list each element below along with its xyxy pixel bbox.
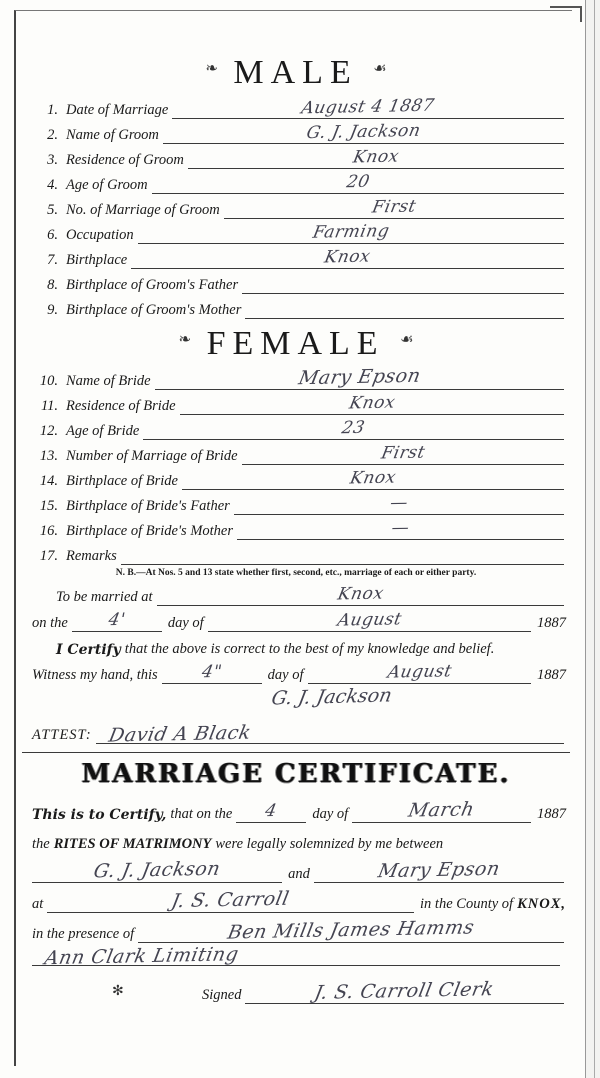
attest-line bbox=[22, 718, 570, 747]
row-label: Birthplace of Groom's Father bbox=[66, 277, 239, 293]
officiant-county-line bbox=[22, 883, 570, 913]
row-number: 12. bbox=[39, 423, 58, 439]
certificate-banner: MARRIAGE CERTIFICATE. bbox=[81, 759, 511, 789]
row-number: 6. bbox=[47, 227, 58, 243]
row-value bbox=[120, 558, 565, 567]
witness-label: Witness my hand, this bbox=[32, 667, 158, 683]
row-number: 1. bbox=[47, 102, 58, 118]
row-label: Remarks bbox=[66, 548, 117, 564]
signed-value: J. S. Carroll Clerk bbox=[313, 978, 497, 1004]
cert-day-value: 4 bbox=[263, 800, 279, 822]
this-is-to-certify-label: This is to Certify, bbox=[32, 807, 167, 823]
row-value bbox=[245, 314, 565, 321]
form-note: N. B.—At Nos. 5 and 13 state whether first, second, etc., marriage of each or either party. bbox=[115, 568, 477, 578]
row-field[interactable] bbox=[131, 246, 564, 269]
row-value: Knox bbox=[347, 392, 397, 414]
cert-day-field[interactable] bbox=[236, 800, 306, 823]
to-be-married-label: To be married at bbox=[56, 589, 153, 605]
groom-signature: G. J. Jackson bbox=[269, 684, 394, 710]
groom-name-field[interactable] bbox=[32, 857, 282, 883]
row-label: Residence of Bride bbox=[66, 398, 176, 414]
day-value: 4' bbox=[106, 609, 128, 631]
row-number: 2. bbox=[47, 127, 58, 143]
row-number: 5. bbox=[47, 202, 58, 218]
attest-field[interactable] bbox=[96, 721, 564, 747]
form-row bbox=[22, 269, 570, 294]
row-value: Knox bbox=[322, 246, 373, 268]
cert-month-field[interactable] bbox=[352, 798, 531, 823]
row-field[interactable] bbox=[242, 275, 564, 294]
row-field[interactable] bbox=[172, 95, 564, 119]
row-value: First bbox=[370, 196, 418, 218]
cert-day-of-label: day of bbox=[312, 806, 349, 822]
witness-2-field[interactable] bbox=[32, 943, 560, 970]
row-field[interactable] bbox=[152, 171, 564, 194]
rites-prefix: the bbox=[32, 836, 50, 852]
female-section-heading bbox=[22, 325, 570, 363]
to-be-married-place-value: Knox bbox=[335, 583, 386, 605]
form-row bbox=[22, 440, 570, 465]
rites-emphasis: RITES OF MATRIMONY bbox=[53, 836, 212, 852]
row-label: Birthplace of Bride's Father bbox=[66, 498, 230, 514]
on-the-label: on the bbox=[32, 615, 68, 631]
row-number: 13. bbox=[39, 448, 58, 464]
attest-label: ATTEST: bbox=[32, 727, 92, 743]
officiant-field[interactable] bbox=[47, 887, 414, 913]
attest-signature: David A Black bbox=[106, 721, 253, 747]
row-label: Birthplace of Bride's Mother bbox=[66, 523, 234, 539]
witness-month-value: August bbox=[385, 661, 454, 683]
row-value: First bbox=[379, 442, 427, 464]
flourish-right-icon: ☙ bbox=[373, 61, 387, 77]
form-row bbox=[22, 540, 570, 565]
signed-field[interactable] bbox=[245, 978, 564, 1004]
row-value: — bbox=[389, 517, 412, 539]
row-field[interactable] bbox=[188, 146, 564, 169]
form-row bbox=[22, 244, 570, 269]
to-be-married-place-field[interactable] bbox=[157, 583, 564, 606]
row-value: Farming bbox=[310, 221, 391, 243]
flourish-left-icon: ❧ bbox=[205, 61, 218, 77]
row-field[interactable] bbox=[224, 196, 564, 219]
certificate-date-line bbox=[22, 797, 570, 823]
witness-day-field[interactable] bbox=[162, 661, 262, 684]
row-field[interactable] bbox=[180, 392, 564, 415]
form-row bbox=[22, 194, 570, 219]
couple-line bbox=[22, 853, 570, 883]
county-label: in the County of bbox=[420, 896, 514, 912]
row-value: 20 bbox=[344, 171, 372, 193]
row-field[interactable] bbox=[121, 546, 564, 565]
form-row bbox=[22, 465, 570, 490]
male-section-heading bbox=[22, 54, 570, 92]
day-field[interactable] bbox=[72, 609, 162, 632]
row-value: Knox bbox=[348, 467, 398, 489]
witness-1-value: Ben Mills James Hamms bbox=[225, 916, 477, 944]
cert-month-value: March bbox=[406, 798, 477, 822]
row-label: Date of Marriage bbox=[66, 102, 169, 118]
county-value: KNOX, bbox=[517, 896, 566, 912]
form-row bbox=[22, 365, 570, 390]
row-field[interactable] bbox=[245, 300, 564, 319]
row-label: Name of Groom bbox=[66, 127, 159, 143]
row-number: 16. bbox=[39, 523, 58, 539]
cert-year-value: 1887 bbox=[537, 806, 566, 822]
form-row bbox=[22, 119, 570, 144]
row-label: Birthplace of Bride bbox=[66, 473, 178, 489]
row-value: August 4 1887 bbox=[299, 95, 437, 119]
month-field[interactable] bbox=[208, 609, 531, 632]
row-label: Number of Marriage of Bride bbox=[66, 448, 238, 464]
witness-month-field[interactable] bbox=[308, 661, 531, 684]
signed-label: Signed bbox=[202, 987, 242, 1003]
row-label: Residence of Groom bbox=[66, 152, 184, 168]
presence-label: in the presence of bbox=[32, 926, 135, 942]
row-number: 7. bbox=[47, 252, 58, 268]
form-row bbox=[22, 94, 570, 119]
form-row bbox=[22, 515, 570, 540]
row-number: 8. bbox=[47, 277, 58, 293]
row-field[interactable] bbox=[143, 417, 564, 440]
row-value: Knox bbox=[351, 146, 401, 168]
row-field[interactable] bbox=[138, 221, 564, 244]
row-number: 15. bbox=[39, 498, 58, 514]
page-edge bbox=[585, 0, 600, 1078]
day-of-label: day of bbox=[167, 615, 204, 631]
year-value: 1887 bbox=[537, 615, 566, 631]
certify-line bbox=[22, 632, 570, 658]
and-label: and bbox=[288, 866, 310, 882]
form-body bbox=[22, 14, 570, 1064]
form-row bbox=[22, 144, 570, 169]
rites-line bbox=[22, 823, 570, 853]
row-number: 10. bbox=[39, 373, 58, 389]
section-divider bbox=[22, 752, 570, 753]
rites-rest: were legally solemnized by me between bbox=[215, 836, 444, 852]
form-row bbox=[22, 490, 570, 515]
asterisk-icon: ✻ bbox=[112, 984, 124, 999]
row-label: Name of Bride bbox=[66, 373, 151, 389]
form-row bbox=[22, 415, 570, 440]
row-field[interactable] bbox=[182, 467, 564, 490]
row-field[interactable] bbox=[234, 492, 564, 515]
bride-name-field[interactable] bbox=[314, 857, 564, 883]
flourish-right-icon: ☙ bbox=[400, 332, 414, 348]
female-heading-text: FEMALE bbox=[206, 325, 385, 362]
witness-2-value: Ann Clark Limiting bbox=[42, 943, 241, 970]
form-row bbox=[22, 169, 570, 194]
row-label: Birthplace of Groom's Mother bbox=[66, 302, 242, 318]
flourish-left-icon: ❧ bbox=[178, 332, 192, 348]
witness-line bbox=[22, 658, 570, 684]
row-field[interactable] bbox=[155, 364, 564, 390]
groom-signature-row bbox=[22, 684, 570, 718]
row-number: 9. bbox=[47, 302, 58, 318]
row-number: 4. bbox=[47, 177, 58, 193]
cert-groom-name: G. J. Jackson bbox=[91, 857, 223, 883]
row-field[interactable] bbox=[163, 120, 564, 144]
form-row bbox=[22, 390, 570, 415]
row-label: No. of Marriage of Groom bbox=[66, 202, 220, 218]
certify-word: I Certify bbox=[56, 642, 121, 658]
marriage-date-line bbox=[22, 606, 570, 632]
row-number: 14. bbox=[39, 473, 58, 489]
month-value: August bbox=[335, 609, 404, 631]
certify-text: that the above is correct to the best of my knowledge and belief. bbox=[124, 641, 495, 657]
form-row bbox=[22, 294, 570, 319]
row-value: Mary Epson bbox=[296, 364, 423, 390]
row-label: Age of Groom bbox=[66, 177, 148, 193]
row-value: — bbox=[388, 492, 410, 514]
witness-day-value: 4" bbox=[199, 661, 224, 683]
that-on-the-label: that on the bbox=[170, 806, 233, 822]
male-heading-text: MALE bbox=[233, 54, 358, 91]
row-number: 17. bbox=[39, 548, 58, 564]
row-number: 3. bbox=[47, 152, 58, 168]
officiant-value: J. S. Carroll bbox=[169, 887, 292, 913]
witness-day-of-label: day of bbox=[267, 667, 304, 683]
row-label: Birthplace bbox=[66, 252, 128, 268]
row-field[interactable] bbox=[237, 517, 564, 540]
row-number: 11. bbox=[40, 398, 58, 414]
to-be-married-line bbox=[22, 580, 570, 606]
row-value: 23 bbox=[340, 417, 367, 439]
row-field[interactable] bbox=[242, 442, 564, 465]
row-label: Age of Bride bbox=[66, 423, 140, 439]
row-value: G. J. Jackson bbox=[304, 120, 423, 144]
cert-bride-name: Mary Epson bbox=[376, 857, 502, 883]
form-row bbox=[22, 219, 570, 244]
signed-line bbox=[22, 970, 570, 1004]
at-label: at bbox=[32, 896, 44, 912]
row-label: Occupation bbox=[66, 227, 134, 243]
witness-year-value: 1887 bbox=[537, 667, 566, 683]
